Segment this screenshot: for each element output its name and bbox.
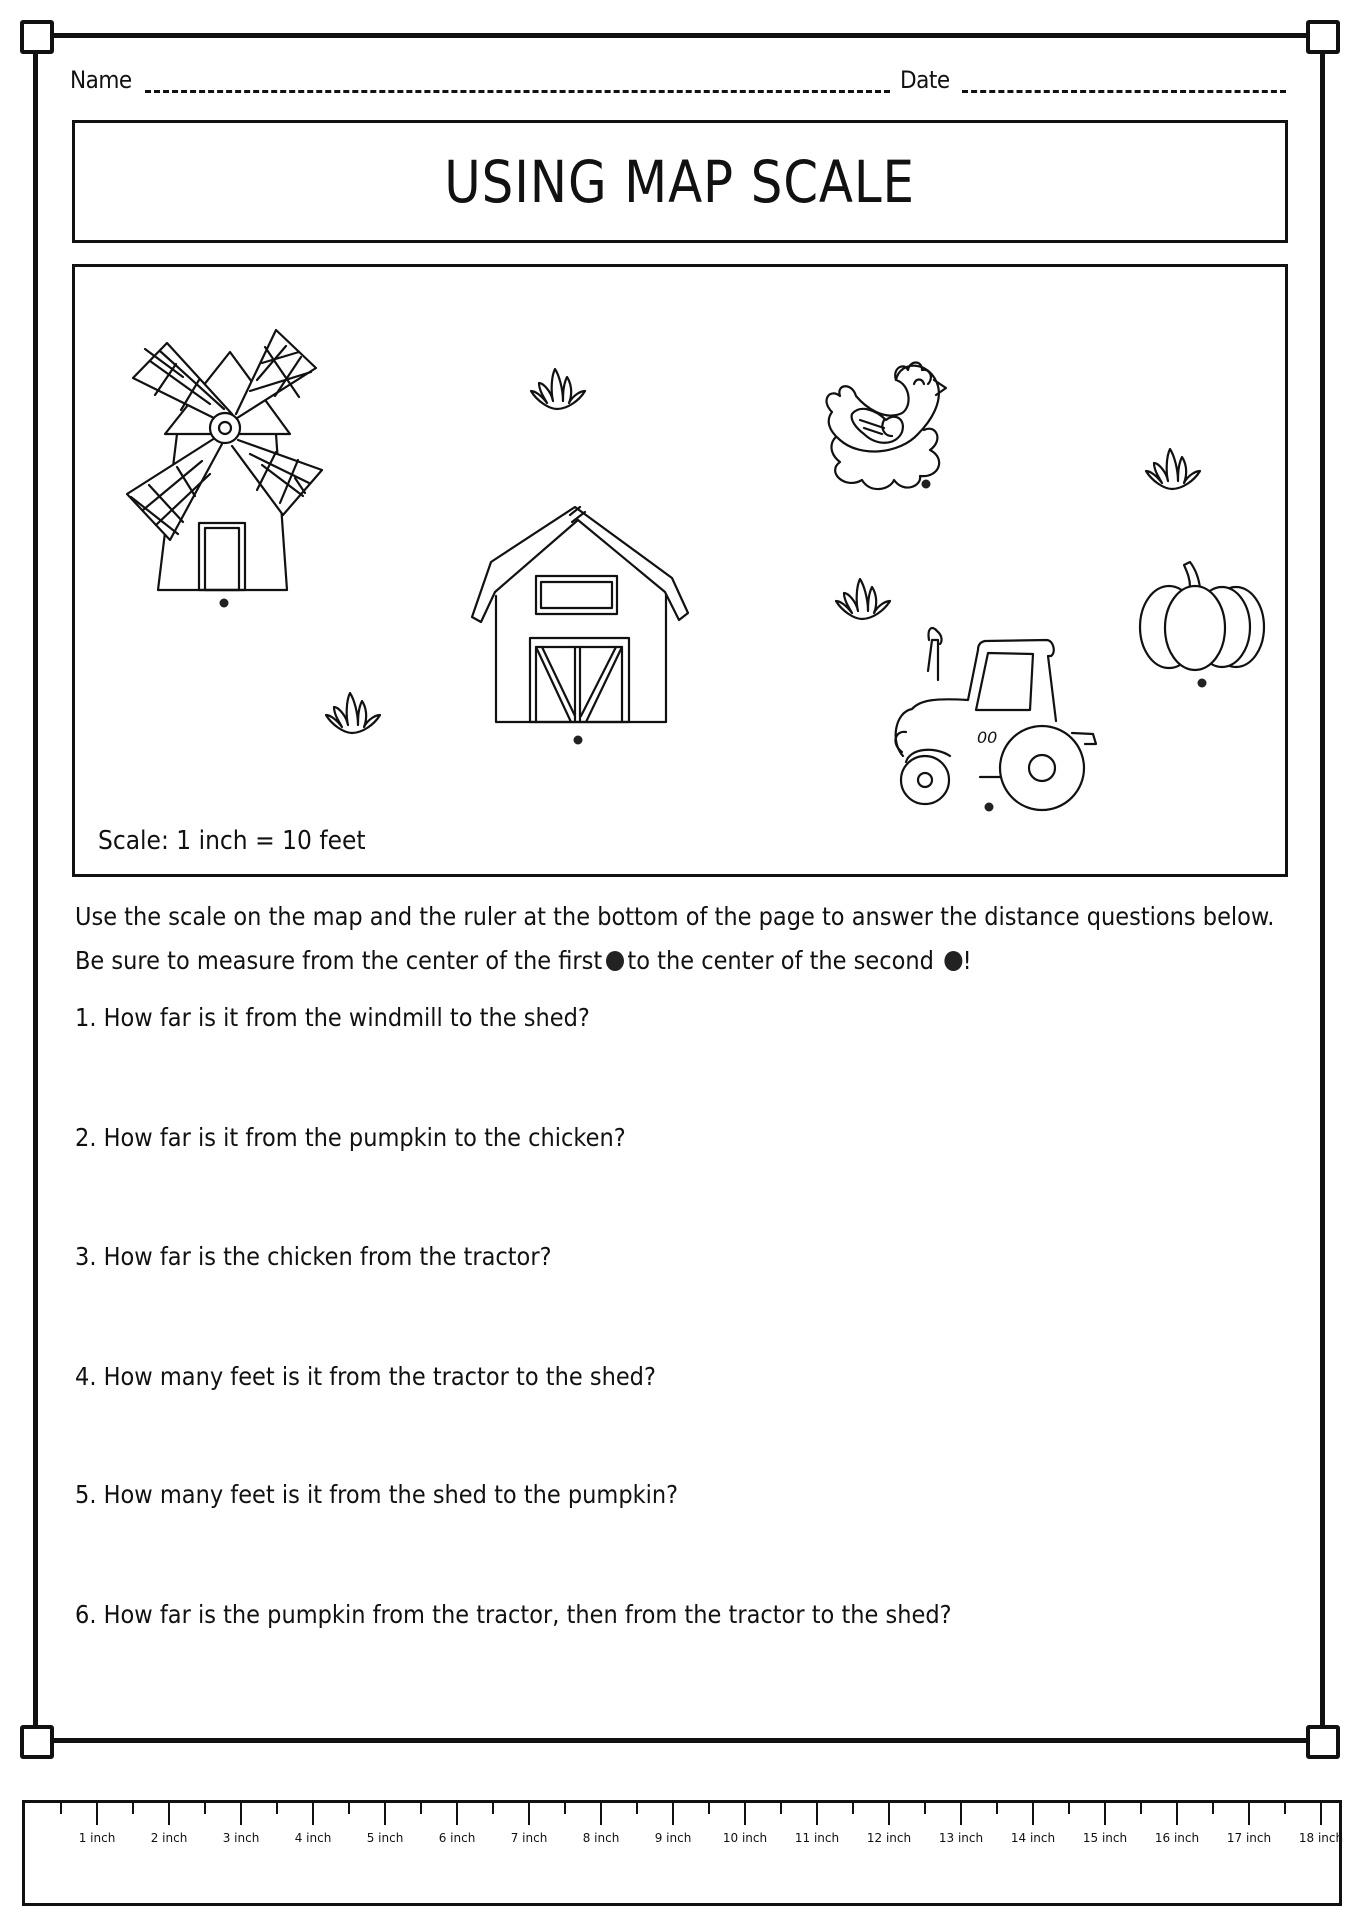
- ruler-major-tick: [744, 1803, 746, 1825]
- ruler-minor-tick: [1068, 1803, 1070, 1814]
- ruler-minor-tick: [492, 1803, 494, 1814]
- ruler-label: 1 inch: [78, 1831, 116, 1845]
- marker-dot-icon: [606, 951, 624, 971]
- ruler-major-tick: [1248, 1803, 1250, 1825]
- question-4: 4. How many feet is it from the tractor to the shed?: [75, 1362, 656, 1391]
- instructions-line-2-middle: to the center of the second: [627, 946, 934, 975]
- chicken-marker-dot: [922, 480, 931, 489]
- ruler-minor-tick: [852, 1803, 854, 1814]
- tractor-icon: [895, 628, 1096, 810]
- marker-dot-icon: [945, 951, 963, 971]
- ruler-major-tick: [240, 1803, 242, 1825]
- ruler-label: 5 inch: [366, 1831, 404, 1845]
- ruler-label: 10 inch: [722, 1831, 768, 1845]
- chicken-icon: [827, 363, 946, 490]
- ruler-minor-tick: [924, 1803, 926, 1814]
- ruler-label: 12 inch: [866, 1831, 912, 1845]
- ruler-label: 11 inch: [794, 1831, 840, 1845]
- pumpkin-icon: [1140, 562, 1264, 670]
- grass-icon: [531, 369, 585, 409]
- question-6: 6. How far is the pumpkin from the tractor, then from the tractor to the shed?: [75, 1600, 952, 1629]
- windmill-marker-dot: [220, 599, 229, 608]
- ruler-label: 16 inch: [1154, 1831, 1200, 1845]
- ruler-label: 8 inch: [582, 1831, 620, 1845]
- ruler-label: 2 inch: [150, 1831, 188, 1845]
- tractor-marking: 00: [977, 728, 998, 747]
- ruler-minor-tick: [348, 1803, 350, 1814]
- ruler-major-tick: [312, 1803, 314, 1825]
- shed-icon: [472, 507, 688, 722]
- ruler-minor-tick: [708, 1803, 710, 1814]
- ruler-minor-tick: [1212, 1803, 1214, 1814]
- ruler-minor-tick: [204, 1803, 206, 1814]
- instructions-line-1: Use the scale on the map and the ruler at the bottom of the page to answer the distance questions below.: [75, 902, 1275, 931]
- ruler-minor-tick: [636, 1803, 638, 1814]
- ruler-major-tick: [1032, 1803, 1034, 1825]
- question-2: 2. How far is it from the pumpkin to the chicken?: [75, 1123, 626, 1152]
- ruler-label: 3 inch: [222, 1831, 260, 1845]
- ruler-major-tick: [168, 1803, 170, 1825]
- shed-marker-dot: [574, 736, 583, 745]
- tractor-marker-dot: [985, 803, 994, 812]
- ruler-minor-tick: [564, 1803, 566, 1814]
- ruler-label: 14 inch: [1010, 1831, 1056, 1845]
- ruler-minor-tick: [132, 1803, 134, 1814]
- ruler-major-tick: [600, 1803, 602, 1825]
- ruler-major-tick: [384, 1803, 386, 1825]
- ruler-minor-tick: [60, 1803, 62, 1814]
- instructions-line-2-start: Be sure to measure from the center of the first: [75, 946, 603, 975]
- grass-icon: [326, 693, 380, 733]
- date-label: Date: [900, 66, 950, 94]
- ruler-minor-tick: [780, 1803, 782, 1814]
- ruler-major-tick: [528, 1803, 530, 1825]
- ruler-major-tick: [960, 1803, 962, 1825]
- ruler-minor-tick: [996, 1803, 998, 1814]
- ruler-label: 6 inch: [438, 1831, 476, 1845]
- ruler-label: 4 inch: [294, 1831, 332, 1845]
- ruler-minor-tick: [1284, 1803, 1286, 1814]
- ruler-major-tick: [672, 1803, 674, 1825]
- question-3: 3. How far is the chicken from the tractor?: [75, 1242, 552, 1271]
- question-1: 1. How far is it from the windmill to the shed?: [75, 1003, 590, 1032]
- instructions-line-2: [75, 946, 972, 975]
- ruler-label: 9 inch: [654, 1831, 692, 1845]
- ruler-major-tick: [456, 1803, 458, 1825]
- grass-icon: [1146, 449, 1200, 489]
- ruler: [22, 1800, 1342, 1906]
- instructions-line-2-end: !: [962, 946, 972, 975]
- ruler-minor-tick: [420, 1803, 422, 1814]
- map-scale-label: Scale: 1 inch = 10 feet: [98, 826, 366, 856]
- ruler-label: 18 inch: [1298, 1831, 1344, 1845]
- ruler-label: 17 inch: [1226, 1831, 1272, 1845]
- ruler-major-tick: [1176, 1803, 1178, 1825]
- ruler-minor-tick: [276, 1803, 278, 1814]
- question-5: 5. How many feet is it from the shed to the pumpkin?: [75, 1480, 679, 1509]
- ruler-major-tick: [96, 1803, 98, 1825]
- ruler-major-tick: [1104, 1803, 1106, 1825]
- grass-icon: [836, 579, 890, 619]
- ruler-major-tick: [816, 1803, 818, 1825]
- pumpkin-marker-dot: [1198, 679, 1207, 688]
- ruler-major-tick: [888, 1803, 890, 1825]
- name-label: Name: [70, 66, 132, 94]
- ruler-label: 13 inch: [938, 1831, 984, 1845]
- ruler-minor-tick: [1140, 1803, 1142, 1814]
- ruler-major-tick: [1320, 1803, 1322, 1825]
- windmill-icon: [127, 330, 322, 590]
- ruler-label: 15 inch: [1082, 1831, 1128, 1845]
- ruler-label: 7 inch: [510, 1831, 548, 1845]
- page-title: USING MAP SCALE: [444, 147, 916, 216]
